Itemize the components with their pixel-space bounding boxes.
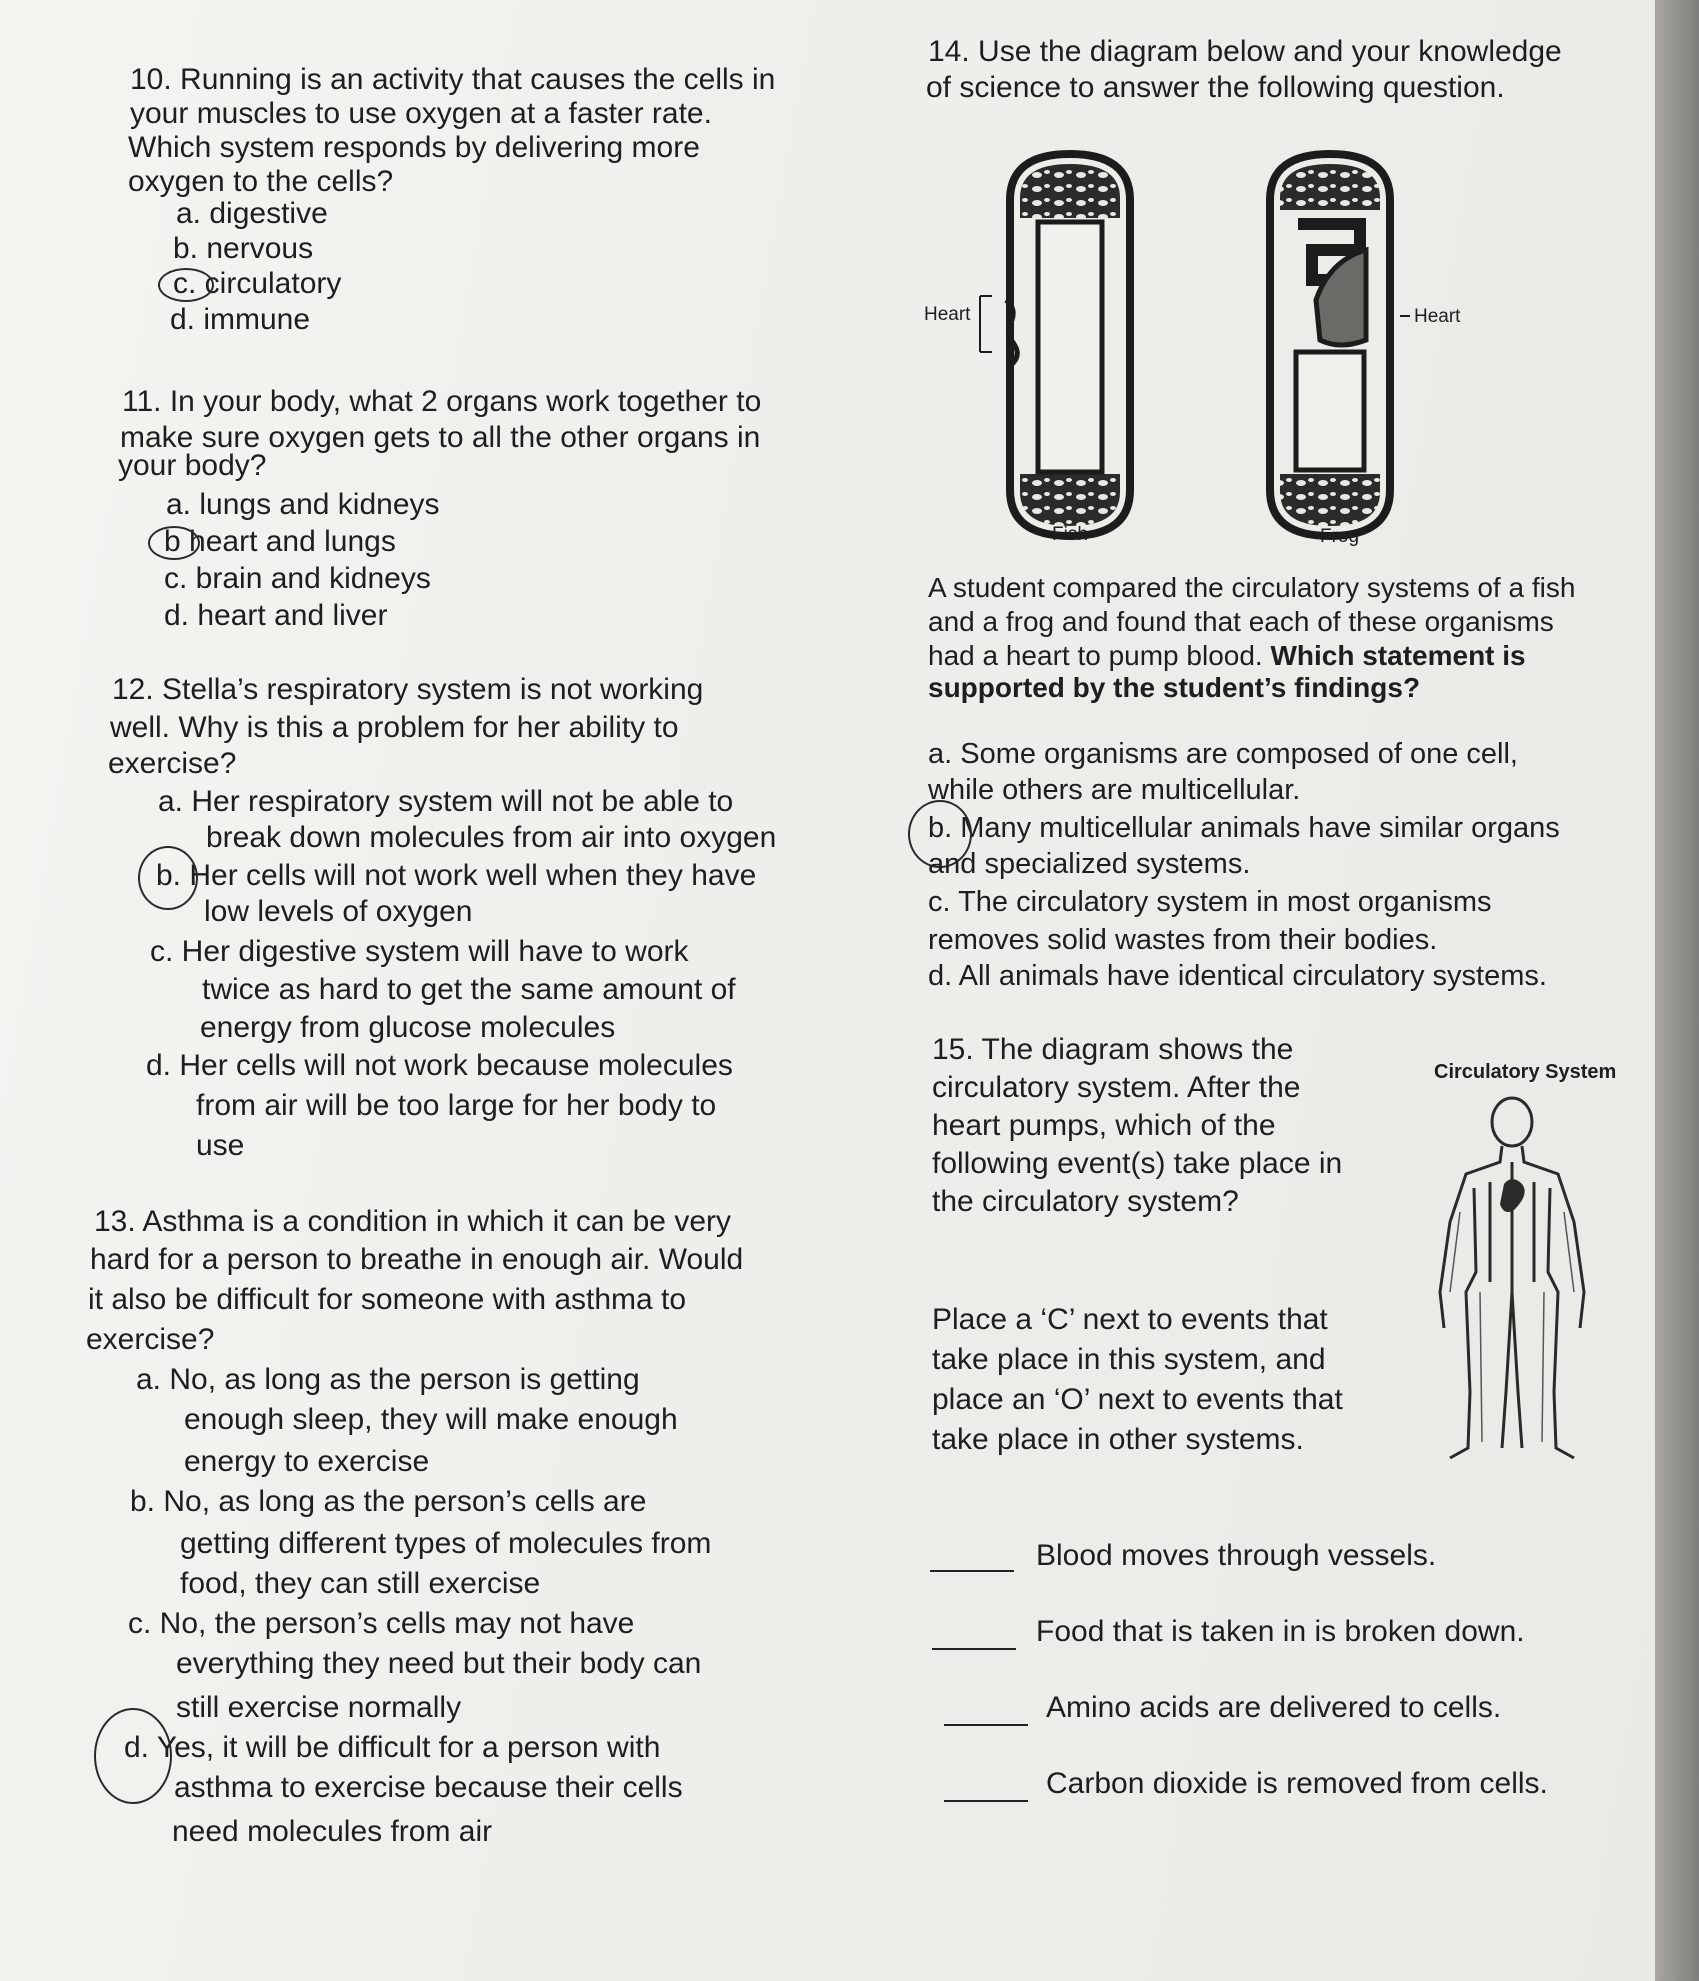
q14-option-d: d. All animals have identical circulatory systems.: [928, 960, 1547, 992]
q14-option-a-line-1: a. Some organisms are composed of one cell,: [928, 738, 1518, 770]
event-3-text: Amino acids are delivered to cells.: [1046, 1691, 1502, 1724]
event-1-answer-blank[interactable]: [930, 1568, 1014, 1572]
q13-line-2: hard for a person to breathe in enough air. Would: [90, 1243, 744, 1276]
q13-option-c-line-2: everything they need but their body can: [176, 1647, 702, 1680]
q11-option-d: d. heart and liver: [164, 599, 388, 632]
q11-option-a: a. lungs and kidneys: [166, 488, 440, 521]
q13-line-1: 13. Asthma is a condition in which it can be very: [94, 1205, 732, 1238]
q10-option-c: c. circulatory: [173, 267, 342, 300]
answer-circle-q12: [138, 846, 198, 910]
q15-line-1: 15. The diagram shows the: [932, 1033, 1294, 1066]
event-3-answer-blank[interactable]: [944, 1722, 1028, 1726]
q10-option-a: a. digestive: [176, 197, 328, 230]
q15-line-2: circulatory system. After the: [932, 1071, 1301, 1104]
fish-frog-circulation-diagram: [920, 140, 1480, 560]
q14-option-b-line-1: b. Many multicellular animals have similar organs: [928, 812, 1560, 844]
q11-option-b: b heart and lungs: [164, 525, 396, 558]
q14-para-line-1: A student compared the circulatory systems of a fish: [928, 572, 1576, 603]
q13-option-b-line-2: getting different types of molecules from: [180, 1527, 712, 1560]
q14-option-b-line-2: and specialized systems.: [928, 848, 1251, 880]
q12-line-3: exercise?: [108, 747, 237, 780]
q12-line-2: well. Why is this a problem for her ability to: [110, 711, 679, 744]
frog-circulatory-loop: [1270, 154, 1390, 536]
q14-option-c-line-1: c. The circulatory system in most organisms: [928, 886, 1492, 918]
fish-heart-label: Heart: [924, 304, 971, 325]
q12-option-c-line-1: c. Her digestive system will have to work: [150, 935, 689, 968]
event-4-answer-blank[interactable]: [944, 1798, 1028, 1802]
q10-line-2: your muscles to use oxygen at a faster rate.: [130, 97, 712, 130]
page-edge-background: [1655, 0, 1699, 1981]
q14-para-line-3: [928, 638, 1526, 674]
q12-line-1: 12. Stella’s respiratory system is not working: [112, 673, 704, 706]
q14-para-text: had a heart to pump blood.: [928, 640, 1271, 671]
frog-label: Frog: [1320, 526, 1360, 547]
q11-line-3: your body?: [118, 449, 267, 482]
q13-option-b-line-1: b. No, as long as the person’s cells are: [130, 1485, 647, 1518]
q13-option-c-line-3: still exercise normally: [176, 1691, 462, 1724]
q10-option-d: d. immune: [170, 303, 311, 336]
q12-option-b-line-1: b. Her cells will not work well when they have: [156, 859, 757, 892]
frog-heart-label: Heart: [1414, 306, 1461, 327]
q12-option-c-line-2: twice as hard to get the same amount of: [202, 973, 736, 1006]
q12-option-b-line-2: low levels of oxygen: [204, 895, 473, 928]
q13-option-a-line-3: energy to exercise: [184, 1445, 430, 1478]
q15-line-4: following event(s) take place in: [932, 1147, 1343, 1180]
q13-line-4: exercise?: [86, 1323, 215, 1356]
q14-question-bold-2: supported by the student’s findings?: [928, 672, 1421, 703]
q12-option-a-line-2: break down molecules from air into oxygen: [206, 821, 777, 854]
q15-instruction-4: take place in other systems.: [932, 1423, 1304, 1456]
q10-line-4: oxygen to the cells?: [128, 165, 394, 198]
circulatory-system-diagram-title: Circulatory System: [1434, 1061, 1617, 1083]
q13-option-c-line-1: c. No, the person’s cells may not have: [128, 1607, 635, 1640]
q14-option-c-line-2: removes solid wastes from their bodies.: [928, 924, 1438, 956]
q13-option-d-line-2: asthma to exercise because their cells: [174, 1771, 683, 1804]
q14-question-bold-1: Which statement is: [1270, 640, 1526, 671]
q13-option-b-line-3: food, they can still exercise: [180, 1567, 541, 1600]
q15-line-5: the circulatory system?: [932, 1185, 1239, 1218]
answer-circle-q10: [158, 268, 214, 302]
q11-option-c: c. brain and kidneys: [164, 562, 431, 595]
q13-line-3: it also be difficult for someone with asthma to: [88, 1283, 687, 1316]
q12-option-d-line-3: use: [196, 1129, 245, 1162]
answer-circle-q13: [94, 1708, 172, 1804]
q13-option-d-line-3: need molecules from air: [172, 1815, 493, 1848]
event-1-text: Blood moves through vessels.: [1036, 1539, 1437, 1572]
q10-option-b: b. nervous: [173, 232, 314, 265]
q14-line-1: 14. Use the diagram below and your knowledge: [928, 35, 1562, 68]
q13-option-d-line-1: d. Yes, it will be difficult for a person with: [124, 1731, 661, 1764]
q12-option-a-line-1: a. Her respiratory system will not be able to: [158, 785, 734, 818]
event-4-text: Carbon dioxide is removed from cells.: [1046, 1767, 1548, 1800]
q15-line-3: heart pumps, which of the: [932, 1109, 1276, 1142]
q14-line-2: of science to answer the following question.: [926, 71, 1505, 104]
q15-instruction-1: Place a ‘C’ next to events that: [932, 1303, 1328, 1336]
q12-option-c-line-3: energy from glucose molecules: [200, 1011, 616, 1044]
q15-instruction-2: take place in this system, and: [932, 1343, 1326, 1376]
q11-line-2: make sure oxygen gets to all the other organs in: [120, 421, 761, 454]
human-circulatory-diagram: [1420, 1092, 1640, 1472]
answer-circle-q11: [148, 526, 200, 560]
q12-option-d-line-2: from air will be too large for her body to: [196, 1089, 717, 1122]
q10-line-3: Which system responds by delivering more: [128, 131, 700, 164]
fish-label: Fish: [1052, 524, 1088, 545]
event-2-answer-blank[interactable]: [932, 1646, 1016, 1650]
event-2-text: Food that is taken in is broken down.: [1036, 1615, 1525, 1648]
q13-option-a-line-1: a. No, as long as the person is getting: [136, 1363, 640, 1396]
q11-line-1: 11. In your body, what 2 organs work together to: [122, 385, 762, 418]
q13-option-a-line-2: enough sleep, they will make enough: [184, 1403, 678, 1436]
fish-circulatory-loop: [980, 154, 1130, 536]
q12-option-d-line-1: d. Her cells will not work because molecules: [146, 1049, 733, 1082]
q10-line-1: 10. Running is an activity that causes the cells in: [130, 63, 776, 96]
q14-option-a-line-2: while others are multicellular.: [928, 774, 1301, 806]
q14-para-line-2: and a frog and found that each of these organisms: [928, 606, 1554, 637]
q15-instruction-3: place an ‘O’ next to events that: [932, 1383, 1343, 1416]
